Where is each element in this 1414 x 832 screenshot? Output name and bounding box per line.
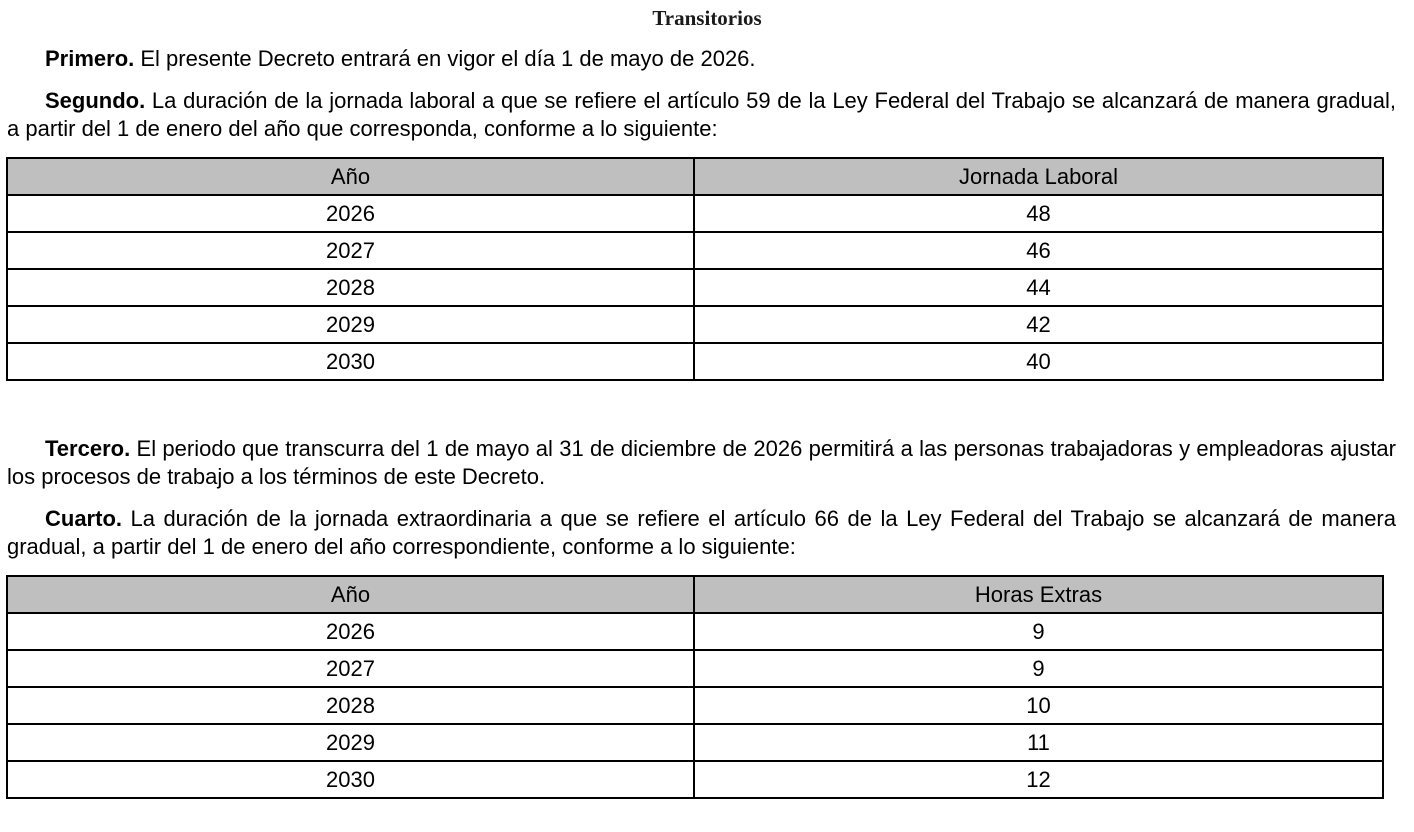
table-cell-year: 2026 — [7, 195, 694, 232]
article-segundo — [7, 87, 1396, 143]
table-cell-year: 2029 — [7, 306, 694, 343]
article-cuarto — [7, 505, 1396, 561]
article-cuarto-text: La duración de la jornada extraordinaria a que se refiere el artículo 66 de la Ley Federal del Trabajo se alcanzará de manera gradual, a partir del 1 de enero del año correspondiente, conforme a lo siguiente: — [7, 506, 1396, 559]
table-cell-value: 48 — [694, 195, 1383, 232]
table-row — [7, 306, 1383, 343]
table-cell-year: 2030 — [7, 761, 694, 798]
table-cell-value: 42 — [694, 306, 1383, 343]
table-row — [7, 195, 1383, 232]
table-cell-year: 2027 — [7, 650, 694, 687]
column-header-jornada-laboral: Jornada Laboral — [694, 158, 1383, 195]
article-primero — [7, 45, 1396, 73]
article-cuarto-lead: Cuarto. — [45, 506, 122, 531]
table-header-row — [7, 158, 1383, 195]
table-cell-year: 2028 — [7, 269, 694, 306]
article-segundo-lead: Segundo. — [45, 88, 146, 113]
table-row — [7, 269, 1383, 306]
table-cell-value: 11 — [694, 724, 1383, 761]
table-row — [7, 724, 1383, 761]
article-segundo-text: La duración de la jornada laboral a que se refiere el artículo 59 de la Ley Federal del Trabajo se alcanzará de manera gradual, a partir del 1 de enero del año que corresponda, conforme a lo siguiente: — [7, 88, 1396, 141]
table-cell-year: 2027 — [7, 232, 694, 269]
table-row — [7, 232, 1383, 269]
table-cell-value: 44 — [694, 269, 1383, 306]
column-header-horas-extras: Horas Extras — [694, 576, 1383, 613]
table-cell-value: 9 — [694, 613, 1383, 650]
table-cell-year: 2029 — [7, 724, 694, 761]
table-cell-year: 2030 — [7, 343, 694, 380]
column-header-ano: Año — [7, 576, 694, 613]
article-tercero-lead: Tercero. — [45, 436, 131, 461]
column-header-ano: Año — [7, 158, 694, 195]
table-cell-value: 46 — [694, 232, 1383, 269]
horas-extras-table — [6, 575, 1384, 799]
table-cell-value: 10 — [694, 687, 1383, 724]
table-header-row — [7, 576, 1383, 613]
article-tercero-text: El periodo que transcurra del 1 de mayo al 31 de diciembre de 2026 permitirá a las personas trabajadoras y empleadoras ajustar los procesos de trabajo a los términos de este Decreto. — [7, 436, 1396, 489]
jornada-laboral-table — [6, 157, 1384, 381]
table-row — [7, 613, 1383, 650]
table-cell-value: 9 — [694, 650, 1383, 687]
table-cell-year: 2026 — [7, 613, 694, 650]
table-cell-year: 2028 — [7, 687, 694, 724]
article-primero-text: El presente Decreto entrará en vigor el día 1 de mayo de 2026. — [134, 46, 756, 71]
table-cell-value: 40 — [694, 343, 1383, 380]
table-row — [7, 650, 1383, 687]
article-primero-lead: Primero. — [45, 46, 135, 71]
table-row — [7, 761, 1383, 798]
article-tercero — [7, 435, 1396, 491]
table-cell-value: 12 — [694, 761, 1383, 798]
table-row — [7, 687, 1383, 724]
section-heading: Transitorios — [652, 6, 762, 30]
table-row — [7, 343, 1383, 380]
